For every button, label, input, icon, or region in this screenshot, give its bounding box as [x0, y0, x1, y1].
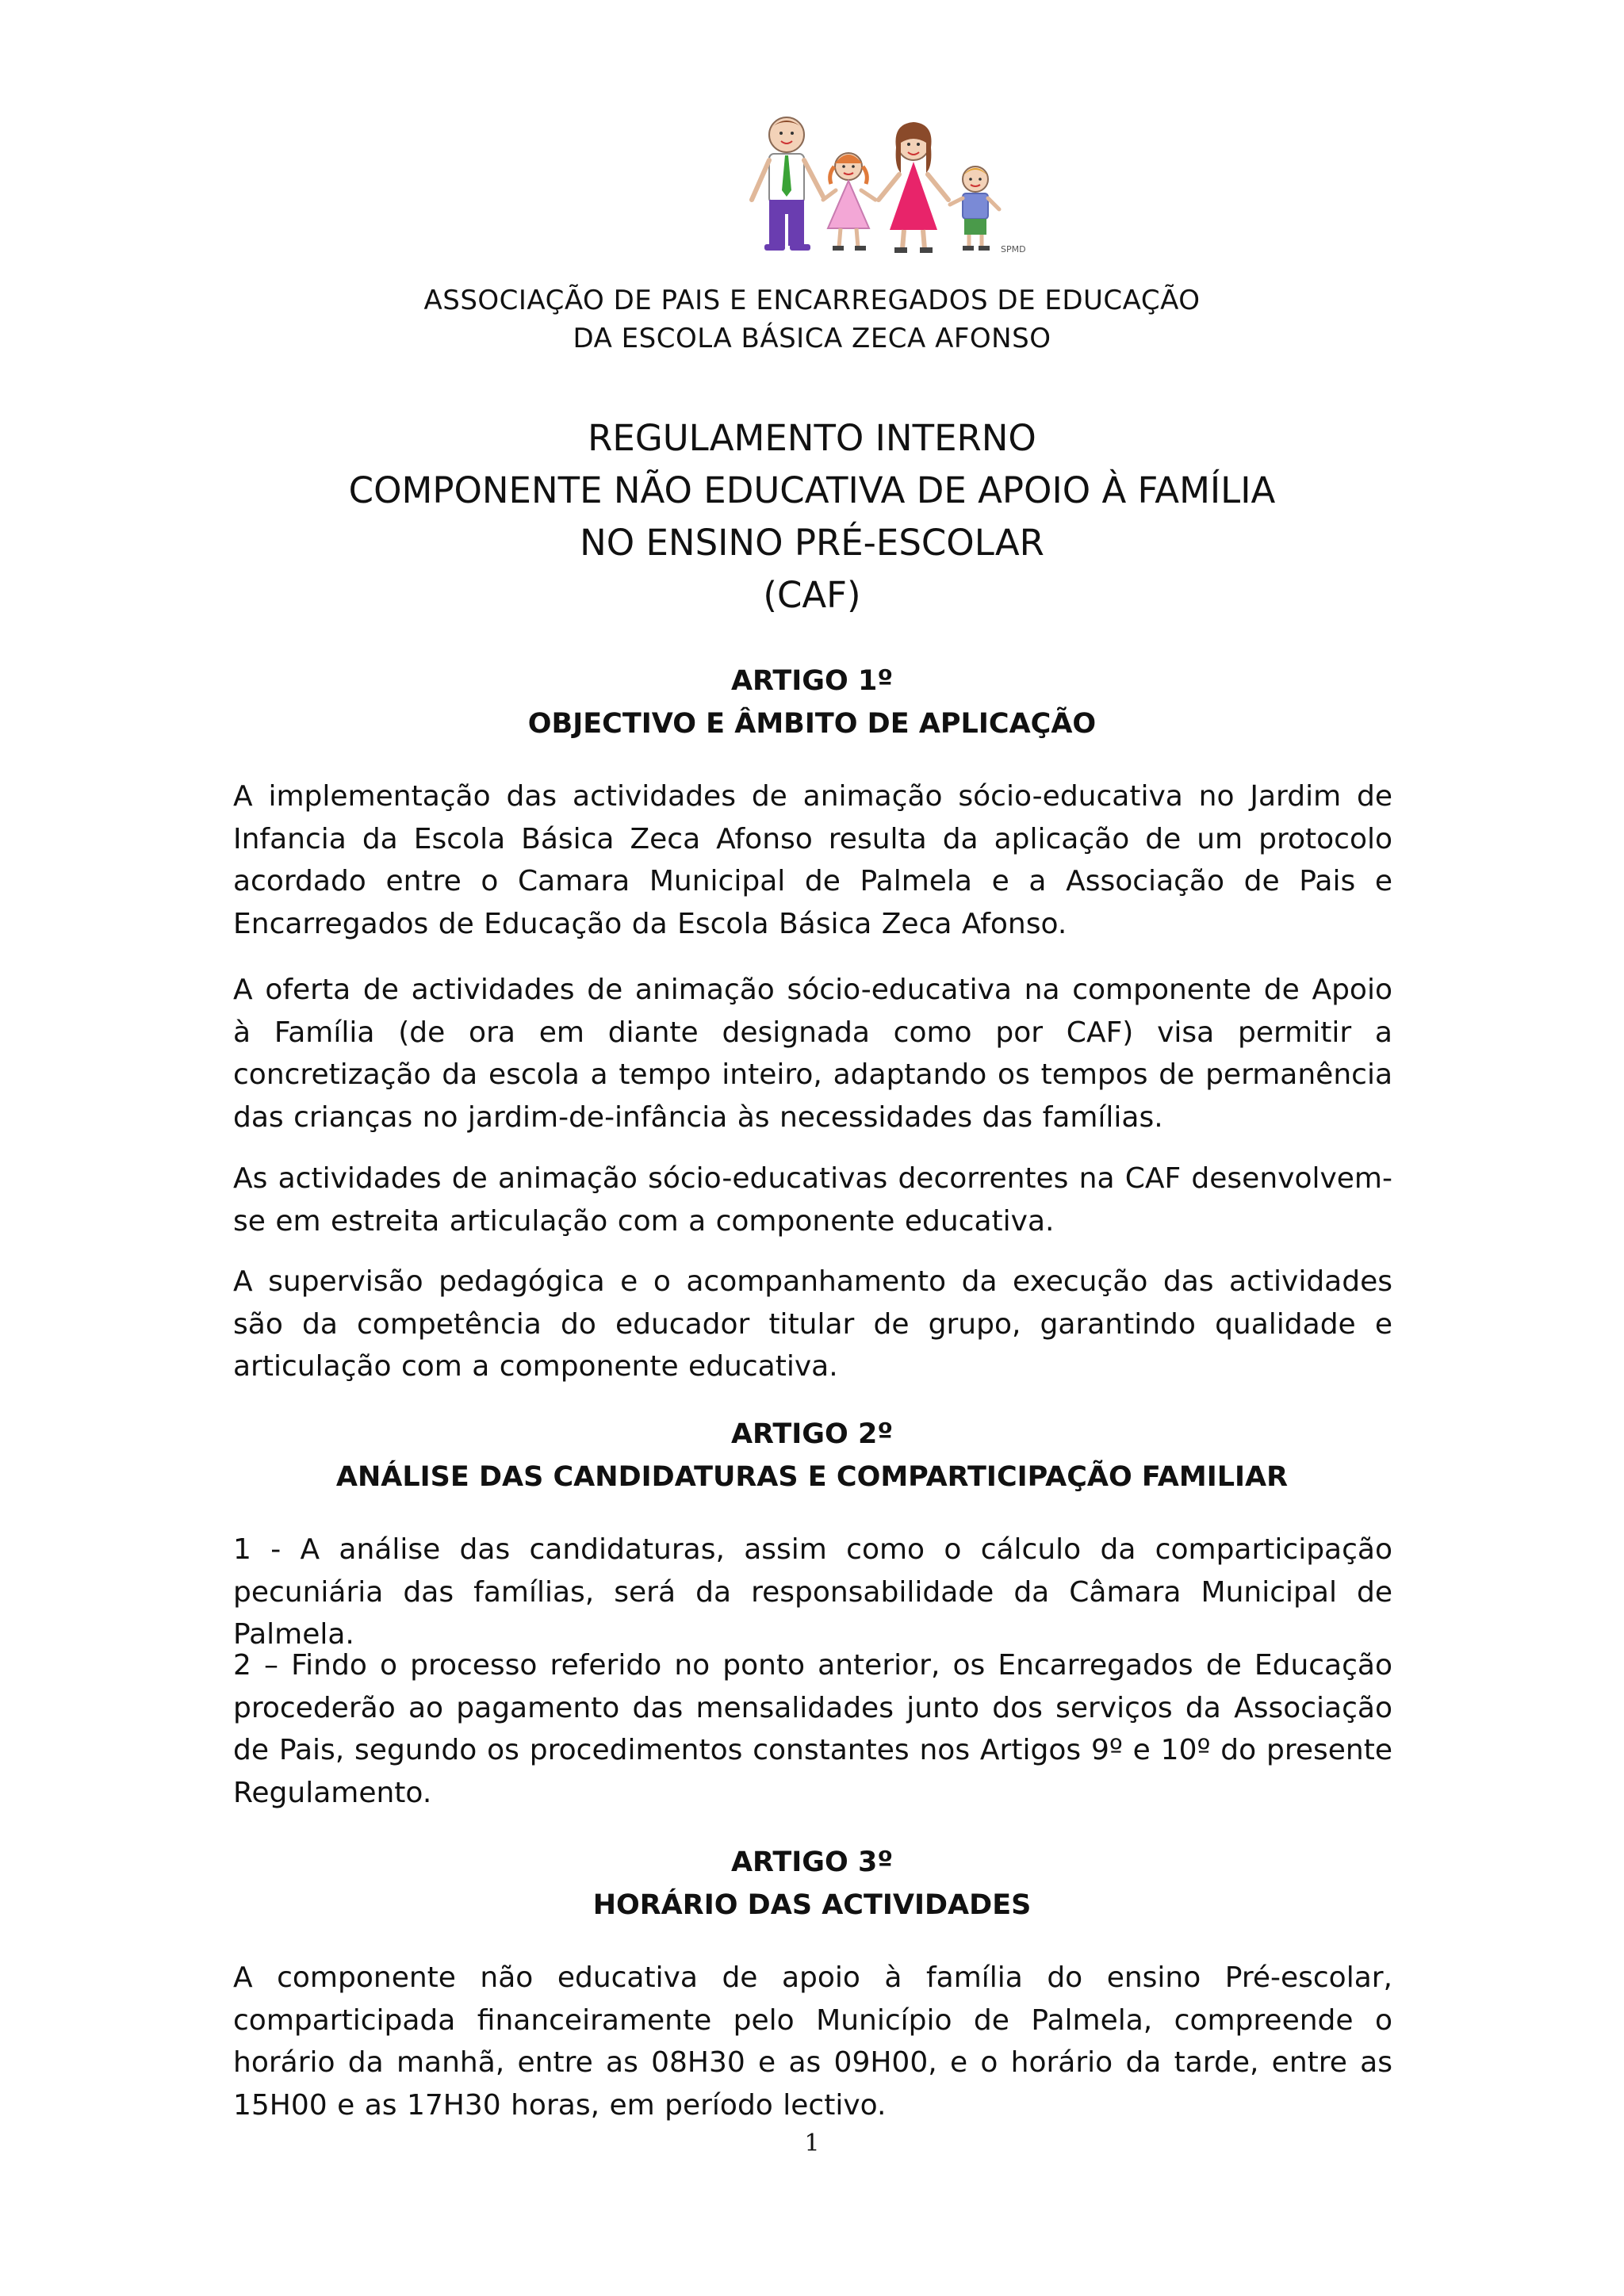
article-3-heading: HORÁRIO DAS ACTIVIDADES — [592, 1889, 1032, 1921]
document-title-line1: REGULAMENTO INTERNO — [588, 417, 1036, 459]
article-2-heading: ANÁLISE DAS CANDIDATURAS E COMPARTICIPAÇÃO FAMILIAR — [335, 1461, 1289, 1493]
girl-figure — [823, 153, 875, 251]
article-1-paragraph-1: A implementação das actividades de animação sócio-educativa no Jardim de Infancia da Escola Básica Zeca Afonso resulta da aplicação de um protocolo acordado entre o Camara Municipal de Palmela e a Associação de Pais e Encarregados de Educação da Escola Básica Zeca Afonso. — [233, 780, 1392, 940]
family-logo — [737, 111, 1071, 262]
article-1-paragraph-4: A supervisão pedagógica e o acompanhamento da execução das actividades são da competência do educador titular de grupo, garantindo qualidade e articulação com a componente educativa. — [233, 1265, 1392, 1383]
article-1-paragraph-2: A oferta de actividades de animação sócio-educativa na componente de Apoio à Família (de ora em diante designada como por CAF) visa permitir a concretização da escola a tempo inteiro, adaptando os tempos de permanência das crianças no jardim-de-infância às necessidades das famílias. — [233, 974, 1392, 1134]
page-number: 1 — [804, 2130, 820, 2157]
father-figure — [752, 117, 823, 251]
document-title-line4: (CAF) — [763, 574, 861, 616]
document-title-line3: NO ENSINO PRÉ-ESCOLAR — [580, 522, 1044, 564]
mother-figure — [879, 122, 948, 253]
boy-figure — [950, 166, 999, 251]
article-2-paragraph-2: 2 – Findo o processo referido no ponto anterior, os Encarregados de Educação procederão ao pagamento das mensalidades junto dos serviços da Associação de Pais, segundo os procedimentos constantes nos Artigos 9º e 10º do presente Regulamento. — [233, 1649, 1392, 1809]
article-2-number: ARTIGO 2º — [730, 1418, 894, 1450]
article-3-paragraph-1: A componente não educativa de apoio à família do ensino Pré-escolar, comparticipada financeiramente pelo Município de Palmela, compreende o horário da manhã, entre as 08H30 e as 09H00, e o horário da tarde, entre as 15H00 e as 17H30 horas, em período lectivo. — [233, 1961, 1392, 2122]
article-1-paragraph-3: As actividades de animação sócio-educativas decorrentes na CAF desenvolvem-se em estreita articulação com a componente educativa. — [233, 1162, 1392, 1238]
association-name-line1: ASSOCIAÇÃO DE PAIS E ENCARREGADOS DE EDUCAÇÃO — [423, 285, 1201, 316]
article-3-number: ARTIGO 3º — [730, 1846, 894, 1878]
article-2-paragraph-1: 1 - A análise das candidaturas, assim como o cálculo da comparticipação pecuniária das famílias, será da responsabilidade da Câmara Municipal de Palmela. — [233, 1533, 1392, 1651]
association-name-line2: DA ESCOLA BÁSICA ZECA AFONSO — [573, 323, 1051, 354]
document-title-line2: COMPONENTE NÃO EDUCATIVA DE APOIO À FAMÍLIA — [348, 469, 1276, 511]
article-1-number: ARTIGO 1º — [730, 665, 894, 697]
logo-signature: SPMD — [1001, 244, 1026, 254]
article-1-heading: OBJECTIVO E ÂMBITO DE APLICAÇÃO — [527, 708, 1097, 740]
